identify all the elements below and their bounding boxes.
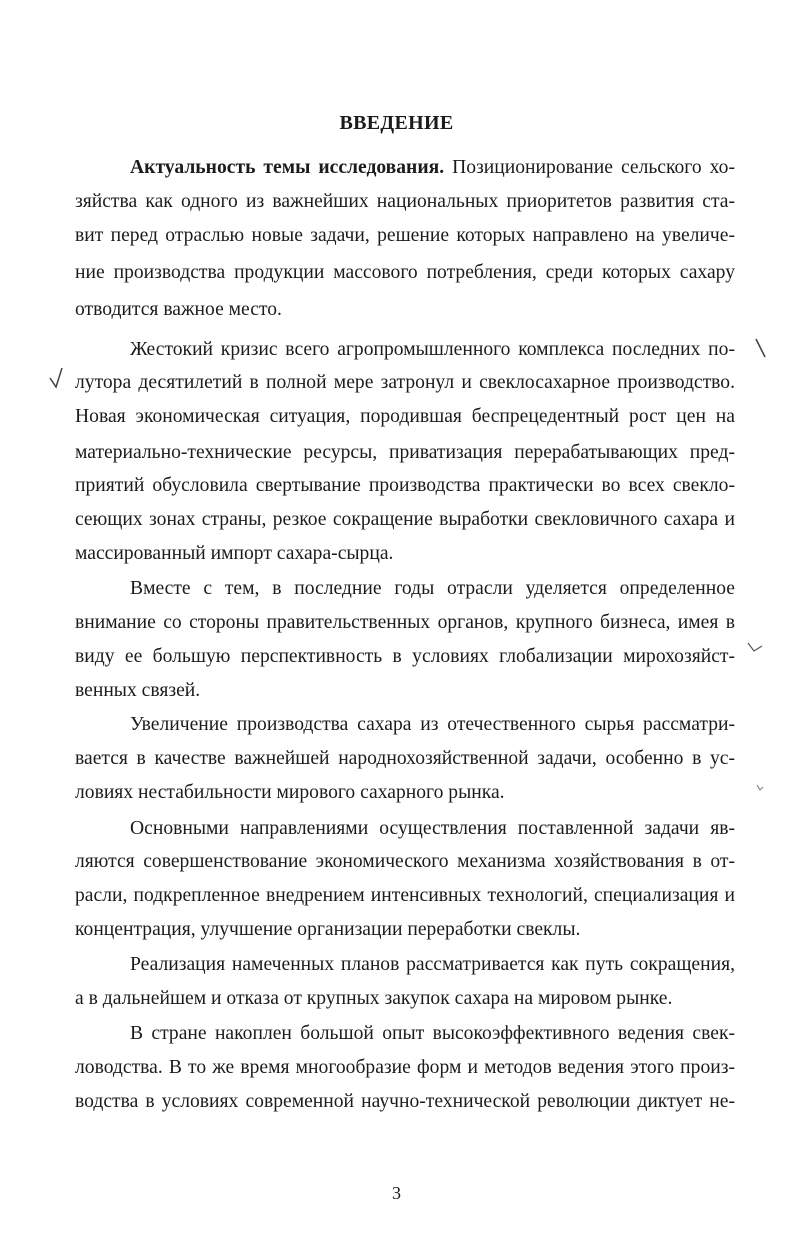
text-line: отводится важное место. — [75, 299, 282, 320]
text-line: расли, подкрепленное внедрением интенсивных технологий, специализация и — [75, 885, 735, 906]
text-line: ловодства. В то же время многообразие форм и методов ведения этого произ- — [75, 1057, 735, 1078]
text-line: Актуальность темы исследования. Позиционирование сельского хо- — [130, 157, 735, 178]
text-line: массированный импорт сахара-сырца. — [75, 543, 394, 564]
text-line: вается в качестве важнейшей народнохозяйственной задачи, особенно в ус- — [75, 748, 735, 769]
text-line: концентрация, улучшение организации переработки свеклы. — [75, 919, 581, 940]
margin-check-mark-right — [748, 643, 762, 651]
text-line: материально-технические ресурсы, приватизация перерабатывающих пред- — [75, 442, 735, 463]
text-line: лутора десятилетий в полной мере затронул и свеклосахарное производство. — [75, 372, 735, 393]
margin-check-mark-left — [50, 368, 62, 387]
text-line: ловиях нестабильности мирового сахарного рынка. — [75, 782, 505, 803]
text-line: В стране накоплен большой опыт высокоэффективного ведения свек- — [130, 1023, 735, 1044]
text-line: Реализация намеченных планов рассматривается как путь сокращения, — [130, 954, 735, 975]
page-number: 3 — [392, 1183, 401, 1203]
text-line: Жестокий кризис всего агропромышленного комплекса последних по- — [130, 339, 735, 360]
text-line: Увеличение производства сахара из отечественного сырья рассматри- — [130, 714, 735, 735]
text-line: Основными направлениями осуществления поставленной задачи яв- — [130, 818, 735, 839]
text-line: ние производства продукции массового потребления, среди которых сахару — [75, 262, 735, 283]
text-line: приятий обусловила свертывание производства практически во всех свекло- — [75, 475, 735, 496]
text-line: Новая экономическая ситуация, породившая беспрецедентный рост цен на — [75, 406, 735, 427]
margin-backslash-mark — [756, 339, 765, 357]
lead-heading: Актуальность темы исследования. — [130, 157, 445, 178]
text-line: водства в условиях современной научно-технической революции диктует не- — [75, 1091, 735, 1112]
text-line: вит перед отраслью новые задачи, решение которых направлено на увеличе- — [75, 225, 735, 246]
text-line: внимание со стороны правительственных органов, крупного бизнеса, имея в — [75, 612, 735, 633]
text-line: виду ее большую перспективность в условиях глобализации мирохозяйст- — [75, 646, 735, 667]
text-line: сеющих зонах страны, резкое сокращение выработки свекловичного сахара и — [75, 509, 735, 530]
text-line: зяйства как одного из важнейших национальных приоритетов развития ста- — [75, 191, 735, 212]
text-line: Вместе с тем, в последние годы отрасли уделяется определенное — [130, 578, 735, 599]
text-line: а в дальнейшем и отказа от крупных закупок сахара на мировом рынке. — [75, 988, 673, 1009]
page-title: ВВЕДЕНИЕ — [339, 112, 454, 134]
text-line: ляются совершенствование экономического механизма хозяйствования в от- — [75, 851, 735, 872]
text-line: венных связей. — [75, 680, 201, 701]
margin-tick-mark — [757, 785, 763, 790]
